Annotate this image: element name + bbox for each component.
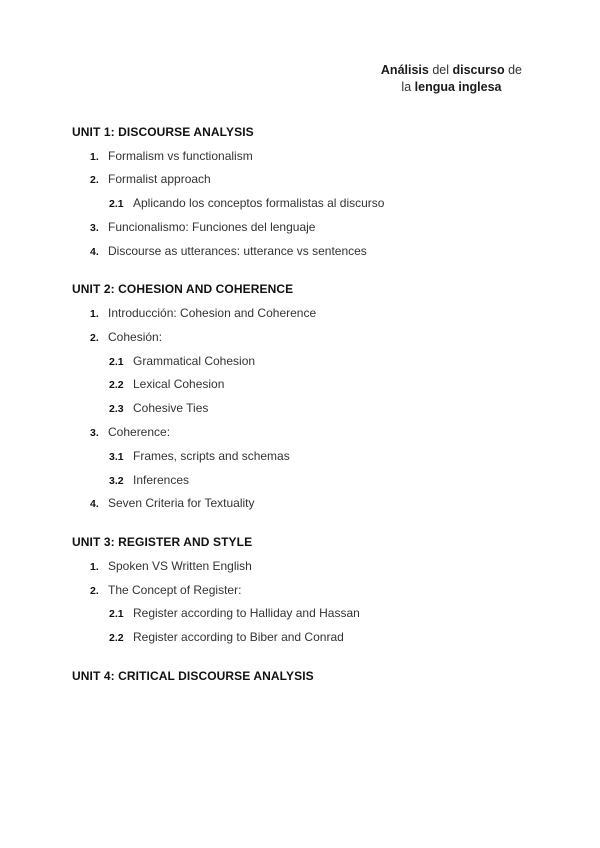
list-subitem — [109, 401, 208, 415]
unit-4-heading: UNIT 4: CRITICAL DISCOURSE ANALYSIS — [72, 669, 314, 683]
item-text: Register according to Biber and Conrad — [133, 630, 344, 644]
item-number: 2. — [90, 332, 99, 344]
item-text: Spoken VS Written English — [108, 559, 252, 573]
list-subitem — [109, 473, 189, 487]
item-number: 3.1 — [109, 451, 124, 463]
title-word-lengua-inglesa: lengua inglesa — [414, 80, 502, 94]
list-subitem — [109, 196, 384, 210]
unit-3-heading: UNIT 3: REGISTER AND STYLE — [72, 535, 253, 549]
list-subitem — [109, 630, 344, 644]
item-number: 2.1 — [109, 198, 124, 210]
title-line-1 — [381, 62, 522, 79]
item-number: 2. — [90, 174, 99, 186]
item-number: 2.2 — [109, 632, 124, 644]
item-number: 3.2 — [109, 475, 124, 487]
item-text: Aplicando los conceptos formalistas al discurso — [133, 196, 385, 210]
title-line-2 — [381, 79, 522, 96]
list-item — [90, 172, 211, 186]
item-text: Formalist approach — [108, 172, 211, 186]
unit-1-heading: UNIT 1: DISCOURSE ANALYSIS — [72, 125, 254, 139]
list-item — [90, 583, 241, 597]
list-subitem — [109, 354, 255, 368]
title-word-de: de — [508, 63, 522, 77]
item-text: Cohesión: — [108, 330, 163, 344]
item-text: Lexical Cohesion — [133, 377, 225, 391]
list-item — [90, 220, 315, 234]
item-number: 3. — [90, 222, 99, 234]
item-text: Coherence: — [108, 425, 171, 439]
item-text: The Concept of Register: — [108, 583, 242, 597]
item-number: 2.2 — [109, 379, 124, 391]
item-number: 2.3 — [109, 403, 124, 415]
item-text: Discourse as utterances: utterance vs sentences — [108, 244, 367, 258]
title-word-la: la — [401, 80, 412, 94]
list-item — [90, 425, 170, 439]
list-item — [90, 306, 316, 320]
item-number: 4. — [90, 498, 99, 510]
item-text: Register according to Halliday and Hassan — [133, 606, 360, 620]
item-number: 2.1 — [109, 608, 124, 620]
item-text: Funcionalismo: Funciones del lenguaje — [108, 220, 316, 234]
item-number: 4. — [90, 246, 99, 258]
item-number: 2.1 — [109, 356, 124, 368]
title-word-analisis: Análisis — [380, 63, 429, 77]
list-subitem — [109, 606, 360, 620]
item-text: Introducción: Cohesion and Coherence — [108, 306, 317, 320]
item-text: Formalism vs functionalism — [108, 149, 253, 163]
list-item — [90, 244, 367, 258]
title-word-discurso: discurso — [452, 63, 505, 77]
list-subitem — [109, 449, 290, 463]
item-text: Grammatical Cohesion — [133, 354, 256, 368]
item-number: 2. — [90, 585, 99, 597]
item-text: Cohesive Ties — [133, 401, 209, 415]
list-item — [90, 496, 255, 510]
list-item — [90, 330, 162, 344]
item-text: Frames, scripts and schemas — [133, 449, 290, 463]
item-text: Inferences — [133, 473, 190, 487]
title-word-del: del — [432, 63, 450, 77]
list-subitem — [109, 377, 224, 391]
list-item — [90, 559, 252, 573]
item-number: 1. — [90, 151, 99, 163]
item-number: 1. — [90, 308, 99, 320]
document-title — [381, 62, 522, 96]
list-item — [90, 149, 253, 163]
item-number: 3. — [90, 427, 99, 439]
item-number: 1. — [90, 561, 99, 573]
unit-2-heading: UNIT 2: COHESION AND COHERENCE — [72, 282, 294, 296]
item-text: Seven Criteria for Textuality — [108, 496, 255, 510]
